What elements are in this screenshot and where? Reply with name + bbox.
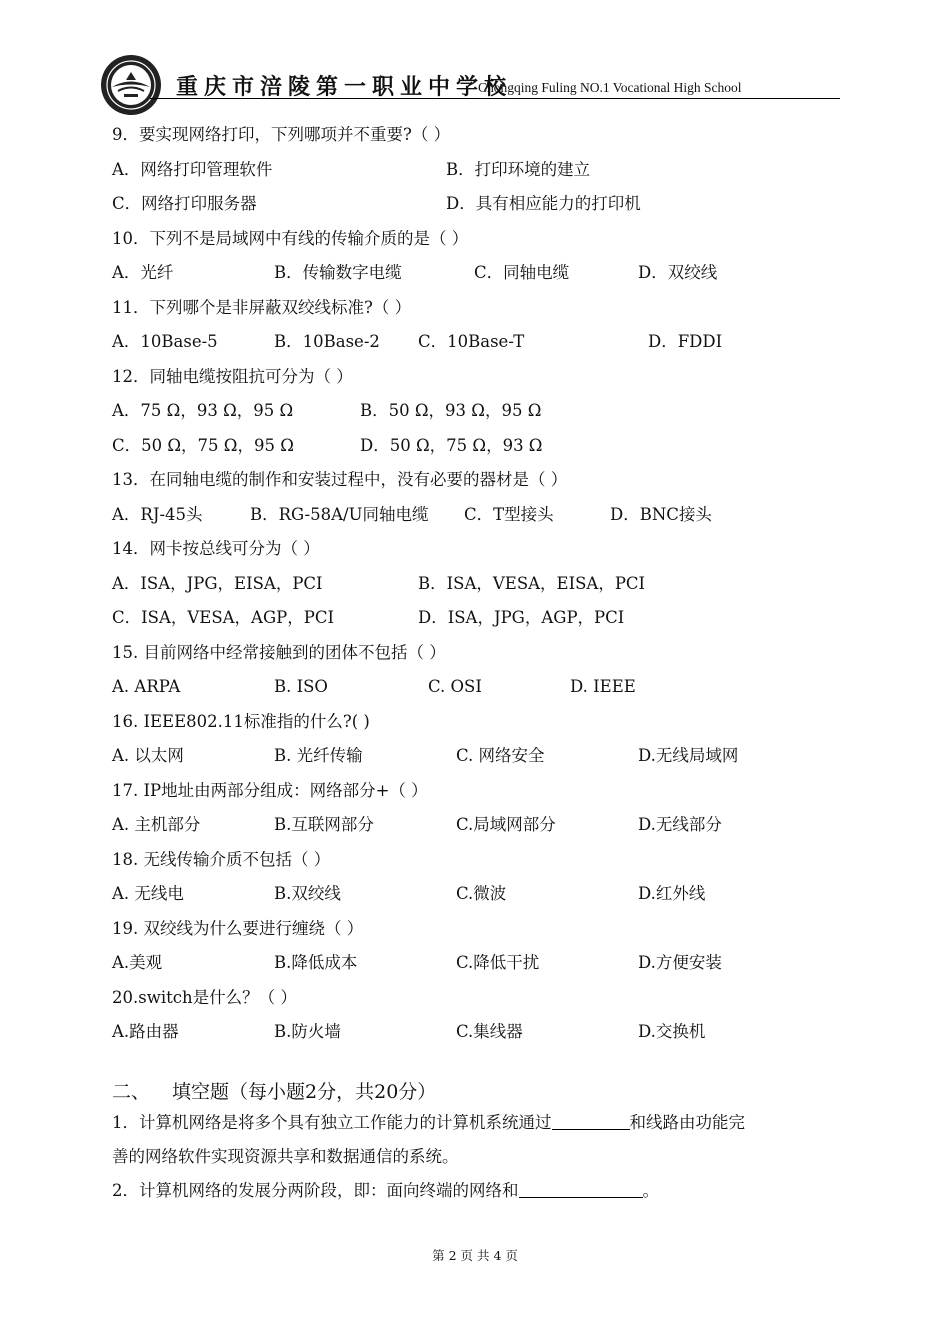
answer-option[interactable]: A．75 Ω，93 Ω，95 Ω — [112, 401, 294, 420]
fill-in-section — [112, 1078, 842, 1208]
answer-option[interactable]: D．BNC接头 — [610, 504, 712, 524]
option-row — [112, 605, 842, 640]
option-row — [112, 743, 842, 778]
answer-option[interactable]: B．ISA，VESA，EISA，PCI — [418, 573, 646, 593]
answer-option[interactable]: A．10Base-5 — [112, 332, 218, 351]
question-list — [112, 122, 842, 1054]
option-row — [112, 191, 842, 226]
answer-option[interactable]: B. ISO — [274, 677, 328, 696]
answer-option[interactable]: C.集线器 — [456, 1022, 523, 1041]
answer-option[interactable]: C.微波 — [456, 884, 507, 903]
fill-question-1-line2: 善的网络软件实现资源共享和数据通信的系统。 — [112, 1147, 459, 1166]
option-row — [112, 433, 842, 468]
answer-option[interactable]: D．双绞线 — [638, 263, 718, 282]
school-name-en: Chongqing Fuling NO.1 Vocational High School — [478, 80, 742, 95]
answer-option[interactable]: D.红外线 — [638, 884, 706, 903]
answer-option[interactable]: C.降低干扰 — [456, 953, 540, 972]
answer-option[interactable]: A. 主机部分 — [112, 815, 201, 834]
answer-option[interactable]: B．打印环境的建立 — [446, 159, 591, 179]
answer-option[interactable]: D．50 Ω，75 Ω，93 Ω — [360, 435, 543, 455]
header-divider — [150, 98, 840, 99]
section-number: 二、 — [112, 1081, 151, 1103]
answer-option[interactable]: D.交换机 — [638, 1022, 706, 1041]
question-stem: 12．同轴电缆按阻抗可分为（ ） — [112, 366, 353, 386]
answer-option[interactable]: C．网络打印服务器 — [112, 194, 257, 213]
answer-option[interactable]: A. ARPA — [112, 677, 181, 696]
answer-option[interactable]: A. 以太网 — [112, 746, 184, 765]
answer-option[interactable]: D．具有相应能力的打印机 — [446, 194, 641, 213]
fill-q2-end: 。 — [642, 1181, 659, 1200]
question-stem: 13．在同轴电缆的制作和安装过程中，没有必要的器材是（ ） — [112, 470, 568, 489]
answer-option[interactable]: A.路由器 — [112, 1022, 179, 1041]
answer-blank[interactable] — [519, 1179, 643, 1198]
answer-option[interactable]: B．RG-58A/U同轴电缆 — [250, 504, 429, 524]
fill-q2-text: 2．计算机网络的发展分两阶段，即：面向终端的网络和 — [112, 1181, 519, 1200]
option-row — [112, 157, 842, 192]
option-row — [112, 881, 842, 916]
answer-option[interactable]: B.防火墙 — [274, 1022, 341, 1041]
fill-question-2 — [112, 1174, 842, 1208]
answer-option[interactable]: C．10Base-T — [418, 332, 525, 351]
answer-option[interactable]: B．50 Ω，93 Ω，95 Ω — [360, 401, 542, 420]
option-row — [112, 502, 842, 537]
option-row — [112, 1019, 842, 1054]
school-logo-icon — [100, 54, 162, 116]
answer-option[interactable]: D.无线部分 — [638, 815, 722, 834]
question-stem: 17. IP地址由两部分组成：网络部分+（ ） — [112, 780, 428, 800]
question-stem: 11．下列哪个是非屏蔽双绞线标准?（ ） — [112, 297, 412, 317]
answer-blank[interactable] — [552, 1111, 630, 1130]
answer-option[interactable]: C．T型接头 — [464, 504, 554, 524]
option-row — [112, 571, 842, 606]
option-row — [112, 812, 842, 847]
answer-option[interactable]: D. IEEE — [570, 677, 636, 696]
answer-option[interactable]: B.互联网部分 — [274, 815, 374, 834]
section-heading: 填空题（每小题2分，共20分） — [172, 1081, 437, 1103]
answer-option[interactable]: A．光纤 — [112, 263, 174, 282]
fill-q1-text: 1．计算机网络是将多个具有独立工作能力的计算机系统通过 — [112, 1113, 552, 1132]
fill-q1-text-cont: 和线路由功能完 — [629, 1113, 745, 1132]
question-stem: 9．要实现网络打印，下列哪项并不重要?（ ） — [112, 125, 451, 144]
question-stem: 16. IEEE802.11标准指的什么?( ) — [112, 711, 370, 731]
option-row — [112, 260, 842, 295]
option-row — [112, 329, 842, 364]
fill-question-1 — [112, 1106, 842, 1140]
question-stem: 20.switch是什么？（ ） — [112, 987, 297, 1007]
answer-option[interactable]: B. 光纤传输 — [274, 746, 363, 765]
answer-option[interactable]: A.美观 — [112, 953, 163, 972]
page-header — [100, 50, 840, 112]
school-name-cn: 重庆市涪陵第一职业中学校 — [176, 74, 513, 100]
option-row — [112, 674, 842, 709]
answer-option[interactable]: A. 无线电 — [112, 884, 184, 903]
answer-option[interactable]: C.局域网部分 — [456, 815, 556, 834]
answer-option[interactable]: D.方便安装 — [638, 953, 722, 972]
answer-option[interactable]: C．ISA，VESA，AGP，PCI — [112, 608, 334, 627]
answer-option[interactable]: C．50 Ω，75 Ω，95 Ω — [112, 435, 294, 455]
question-stem: 19. 双绞线为什么要进行缠绕（ ） — [112, 918, 364, 938]
question-stem: 15. 目前网络中经常接触到的团体不包括（ ） — [112, 642, 446, 662]
answer-option[interactable]: D．FDDI — [648, 332, 723, 351]
answer-option[interactable]: A．RJ-45头 — [112, 504, 203, 524]
answer-option[interactable]: C. OSI — [428, 677, 482, 696]
question-stem: 10．下列不是局域网中有线的传输介质的是（ ） — [112, 228, 469, 248]
question-stem: 14．网卡按总线可分为（ ） — [112, 539, 320, 558]
answer-option[interactable]: A．ISA，JPG，EISA，PCI — [112, 573, 323, 593]
answer-option[interactable]: B．10Base-2 — [274, 332, 380, 351]
option-row — [112, 950, 842, 985]
answer-option[interactable]: B.双绞线 — [274, 884, 341, 903]
page-footer: 第 2 页 共 4 页 — [432, 1248, 518, 1263]
answer-option[interactable]: A．网络打印管理软件 — [112, 159, 273, 179]
answer-option[interactable]: D．ISA，JPG，AGP，PCI — [418, 608, 625, 627]
answer-option[interactable]: B．传输数字电缆 — [274, 263, 402, 282]
question-stem: 18. 无线传输介质不包括（ ） — [112, 849, 331, 869]
answer-option[interactable]: B.降低成本 — [274, 953, 358, 972]
answer-option[interactable]: D.无线局域网 — [638, 746, 739, 765]
option-row — [112, 398, 842, 433]
answer-option[interactable]: C. 网络安全 — [456, 746, 545, 765]
answer-option[interactable]: C．同轴电缆 — [474, 263, 570, 282]
section-title — [112, 1078, 842, 1106]
